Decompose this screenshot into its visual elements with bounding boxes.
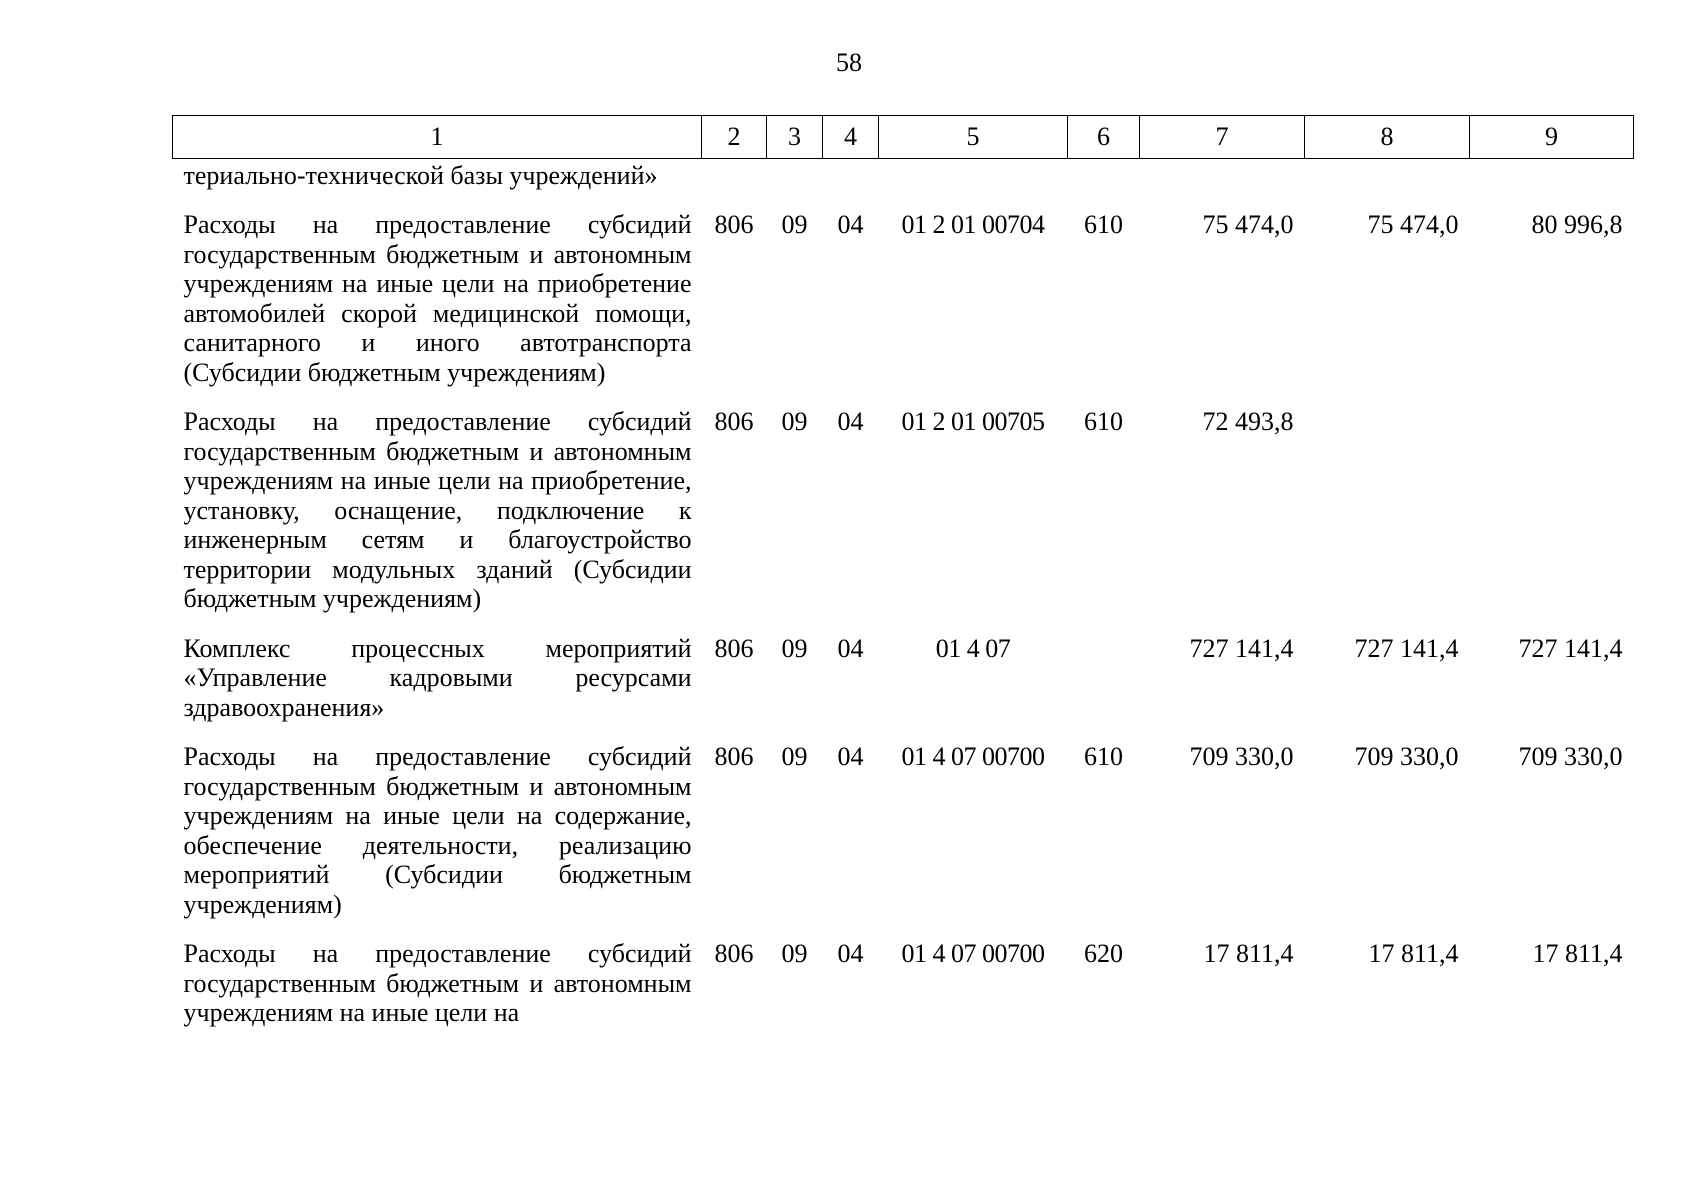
section-code: 09 <box>781 633 808 663</box>
target-article-code: 01 2 01 00704 <box>901 210 1045 239</box>
subsection-code: 04 <box>837 633 864 663</box>
subsection-code: 04 <box>837 210 864 239</box>
subsection-code: 04 <box>837 939 864 968</box>
section-code <box>767 159 823 211</box>
table-row <box>173 210 1634 407</box>
header-cell-7: 7 <box>1140 116 1305 159</box>
expense-type-code <box>1068 634 1140 743</box>
expense-type-code: 610 <box>1084 210 1123 239</box>
ministry-code <box>702 159 767 211</box>
amount-col-9 <box>1470 407 1634 634</box>
header-cell-6: 6 <box>1068 116 1140 159</box>
amount-col-8: 727 141,4 <box>1354 633 1459 663</box>
amount-col-7 <box>1140 159 1305 211</box>
table-row <box>173 742 1634 939</box>
row-description: Расходы на предоставление субсидий государственным бюджетным и автономным учреждениям на иные цели на содержание, обеспечение деятельности, реализацию мероприятий (Субсидии бюджетным учреждениям) <box>183 742 692 919</box>
header-cell-4: 4 <box>823 116 879 159</box>
header-cell-5: 5 <box>879 116 1068 159</box>
page-number: 58 <box>836 48 862 77</box>
expense-type-code <box>1068 159 1140 211</box>
header-cell-3: 3 <box>767 116 823 159</box>
target-article-code: 01 2 01 00705 <box>901 407 1045 436</box>
amount-col-8: 75 474,0 <box>1367 210 1459 239</box>
budget-table <box>172 115 1634 1048</box>
ministry-code: 806 <box>714 407 754 436</box>
amount-col-8: 17 811,4 <box>1368 939 1459 968</box>
target-article-code <box>879 159 1068 211</box>
row-description: Расходы на предоставление субсидий государственным бюджетным и автономным учреждениям на иные цели на приобретение, установку, оснащение, подключение к инженерным сетям и благоустройство территории модульных зданий (Субсидии бюджетным учреждениям) <box>183 407 692 613</box>
amount-col-7: 72 493,8 <box>1202 407 1294 436</box>
ministry-code: 806 <box>714 742 754 771</box>
table-row <box>173 159 1634 211</box>
table-row <box>173 939 1634 1048</box>
header-cell-9: 9 <box>1470 116 1634 159</box>
amount-col-9: 727 141,4 <box>1518 633 1623 663</box>
amount-col-9: 80 996,8 <box>1531 210 1623 239</box>
expense-type-code: 610 <box>1084 742 1123 771</box>
ministry-code: 806 <box>714 210 754 239</box>
amount-col-8 <box>1305 407 1470 634</box>
amount-col-7: 727 141,4 <box>1189 633 1294 663</box>
amount-col-9: 709 330,0 <box>1518 742 1623 771</box>
amount-col-7: 75 474,0 <box>1202 210 1294 239</box>
table-row <box>173 634 1634 743</box>
section-code: 09 <box>781 407 808 436</box>
amount-col-7: 709 330,0 <box>1189 742 1294 771</box>
amount-col-7: 17 811,4 <box>1203 939 1294 968</box>
target-article-code: 01 4 07 <box>935 633 1011 663</box>
header-cell-8: 8 <box>1305 116 1470 159</box>
row-description: териально-технической базы учреждений» <box>183 161 658 190</box>
row-description: Расходы на предоставление субсидий государственным бюджетным и автономным учреждениям на иные цели на <box>183 939 692 1027</box>
header-cell-2: 2 <box>702 116 767 159</box>
subsection-code <box>823 159 879 211</box>
amount-col-9 <box>1470 159 1634 211</box>
table-row <box>173 407 1634 634</box>
row-description: Комплекс процессных мероприятий «Управление кадровыми ресурсами здравоохранения» <box>183 633 692 722</box>
amount-col-8 <box>1305 159 1470 211</box>
target-article-code: 01 4 07 00700 <box>901 939 1045 968</box>
expense-type-code: 620 <box>1084 939 1123 968</box>
subsection-code: 04 <box>837 742 864 771</box>
ministry-code: 806 <box>714 939 754 968</box>
amount-col-9: 17 811,4 <box>1532 939 1623 968</box>
section-code: 09 <box>781 742 808 771</box>
section-code: 09 <box>781 210 808 239</box>
ministry-code: 806 <box>714 633 754 663</box>
expense-type-code: 610 <box>1084 407 1123 436</box>
row-description: Расходы на предоставление субсидий государственным бюджетным и автономным учреждениям на иные цели на приобретение автомобилей скорой медицинской помощи, санитарного и иного автотранспорта (Субсидии бюджетным учреждениям) <box>183 210 692 387</box>
header-cell-1: 1 <box>173 116 702 159</box>
amount-col-8: 709 330,0 <box>1354 742 1459 771</box>
section-code: 09 <box>781 939 808 968</box>
target-article-code: 01 4 07 00700 <box>901 742 1045 771</box>
header-row <box>173 116 1634 159</box>
subsection-code: 04 <box>837 407 864 436</box>
